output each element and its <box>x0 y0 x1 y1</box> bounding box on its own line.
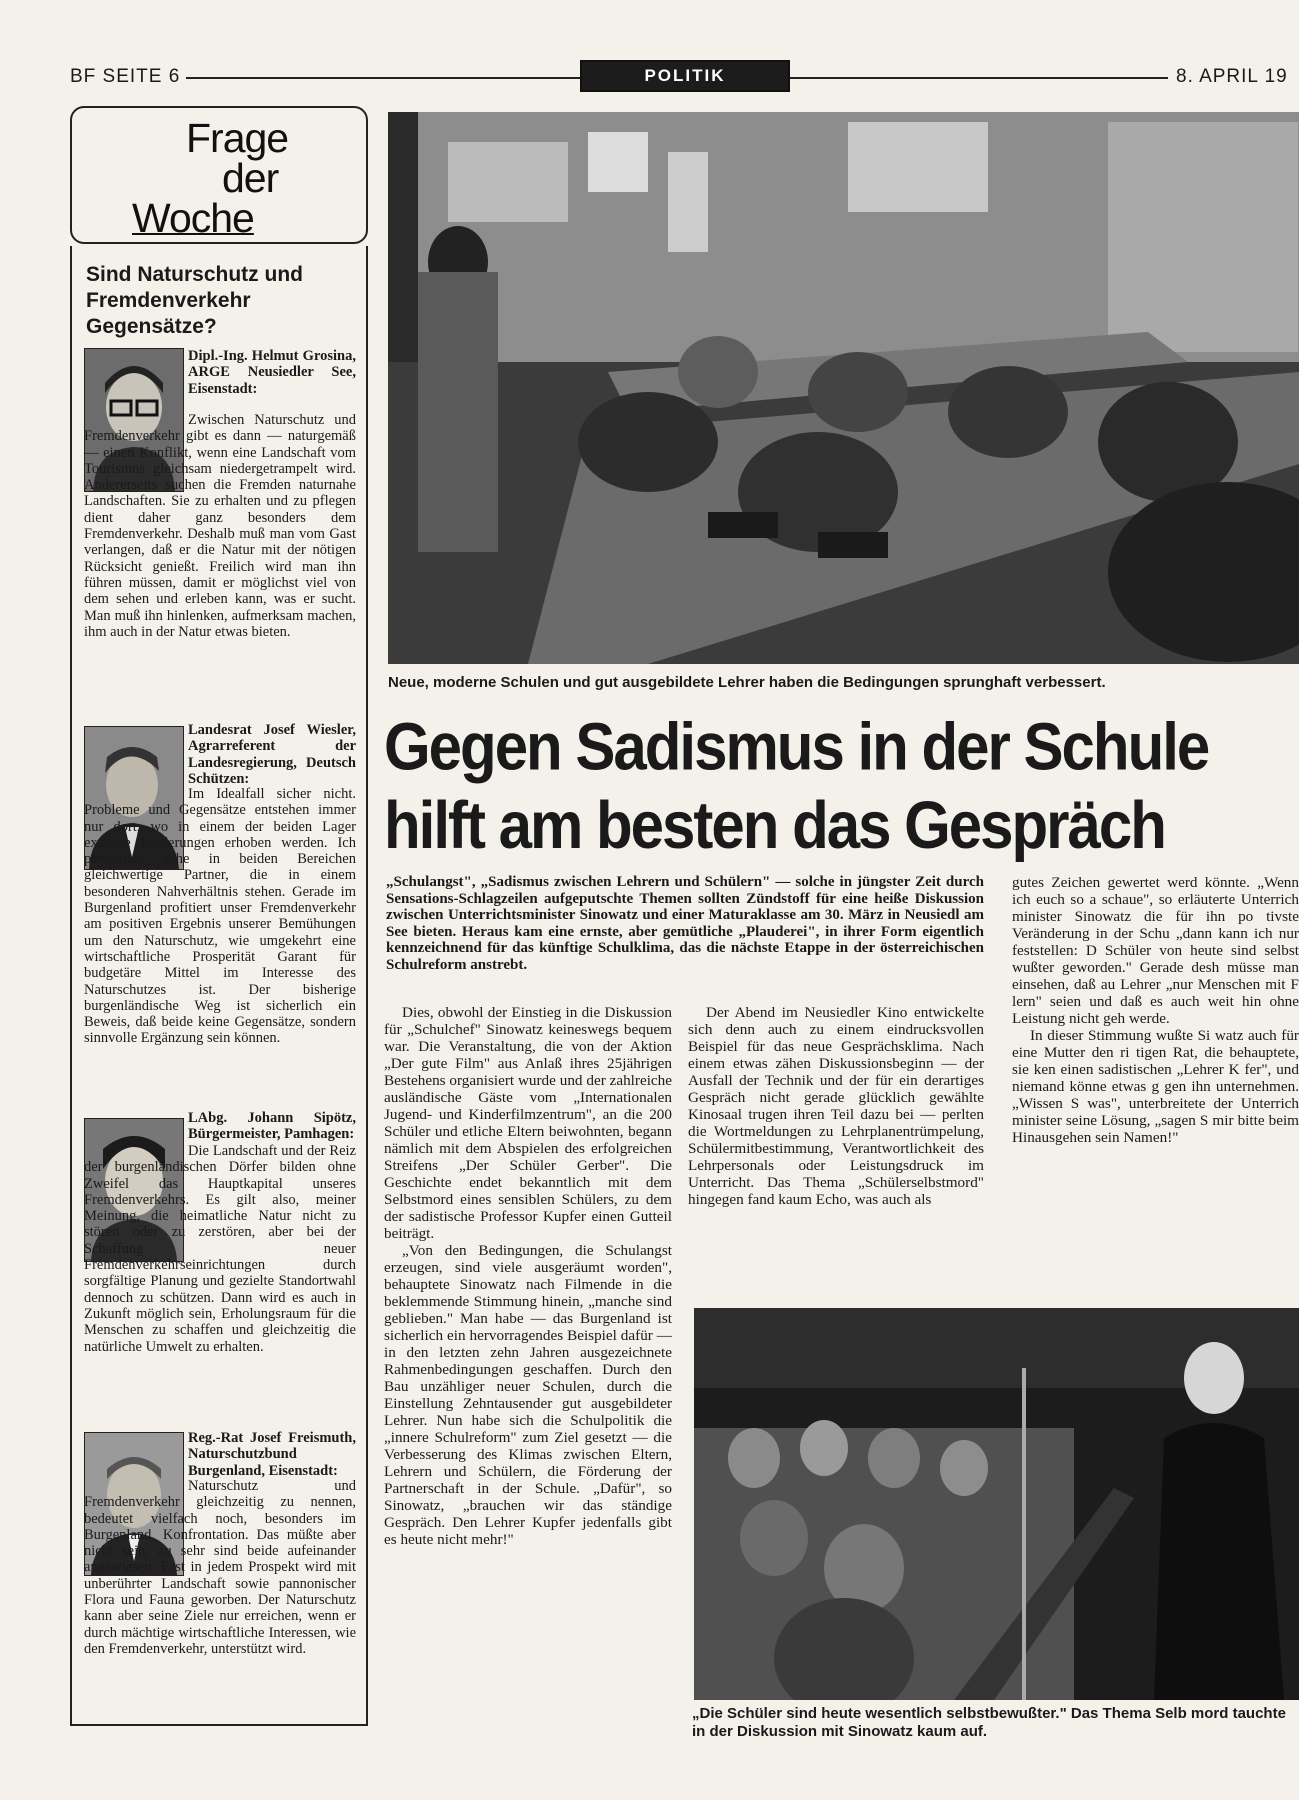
answer-2 <box>188 722 356 787</box>
article-column-3 <box>1012 874 1299 1146</box>
headline-line-2: hilft am besten das Gespräch <box>384 787 1165 863</box>
article-col1-para-2: „Von den Bedingungen, die Schulangst erzeugen, sind viele ausgeräumt worden", behauptete Sinowatz nach Filmende in die beklemmende Stimmung hinein, „manche sind geblieben." Man habe — das Burgenland ist sicherlich ein hervorragendes Beispiel dafür — in den letzten zehn Jahren ausgezeichnete Rahmenbedingungen geschaffen. Durch den Bau unzähliger neuer Schulen, durch die Einstellung Zehntausender gut ausgebildeter Lehrer. Nun habe sich die Schulpolitik die „innere Schulreform" zum Ziel gesetzt — die Verbesserung des Klimas zwischen Eltern, Lehrern und Schülern, die Förderung der Partnerschaft in der Schule. „Dafür", so Sinowatz, „brauchen wir das ständige Gespräch. Den Lehrer Kupfer jedenfalls gibt es heute nicht mehr!" <box>384 1242 672 1548</box>
article-col3-para-1: gutes Zeichen gewertet werd könnte. „Wenn ich euch so a schaue", so erläuterte Unterrich minister Sinowatz die für ihn po tivste Veränderung in der Schu „dann kann ich nur feststellen: D Schüler von heute sind selbst wußter geworden." Gerade desh müsse man einsehen, daß au Lehrer „nur Menschen mit F lern" seien und daß es auch weit hin ohne Leistung nicht geh werde. <box>1012 874 1299 1027</box>
answer-1 <box>188 348 356 397</box>
answer-4 <box>188 1430 356 1479</box>
frage-der-woche-box <box>70 106 368 244</box>
headline-line-1: Gegen Sadismus in der Schule <box>384 709 1209 785</box>
answer-4-name: Reg.-Rat Josef Freismuth, Naturschutzbund Burgenland, Eisenstadt: <box>188 1430 356 1479</box>
answer-3 <box>188 1110 356 1143</box>
headline <box>384 708 1284 865</box>
section-label-box <box>580 60 790 92</box>
cinema-discussion-photo-image <box>694 1308 1299 1700</box>
issue-date: 8. APRIL 19 <box>1176 66 1288 87</box>
answer-2-name: Landesrat Josef Wiesler, Agrarreferent der Landesregierung, Deutsch Schützen: <box>188 722 356 787</box>
answer-1-name: Dipl.-Ing. Helmut Grosina, ARGE Neusiedler See, Eisenstadt: <box>188 348 356 397</box>
answer-3-name: LAbg. Johann Sipötz, Bürgermeister, Pamhagen: <box>188 1110 356 1143</box>
photo2-caption: „Die Schüler sind heute wesentlich selbstbewußter." Das Thema Selb mord tauchte in der Diskussion mit Sinowatz kaum auf. <box>692 1705 1286 1740</box>
header-rule-right <box>790 77 1168 79</box>
frage-line-1: Frage <box>186 115 289 161</box>
article-column-1 <box>384 1004 672 1548</box>
article-column-2 <box>688 1004 984 1208</box>
article-lead: „Schulangst", „Sadismus zwischen Lehrern und Schülern" — solche in jüngster Zeit durch Sensations-Schlagzeilen aufgeputschte Themen sollten Zündstoff für eine heiße Diskussion zwischen Unterrichtsminister Sinowatz und einer Maturaklasse am 30. März in Neusiedl am See bieten. Heraus kam eine ernste, aber gemütliche „Plauderei", in ihrer Form eigentlich kennzeichnend für das künftige Schulklima, das die nächste Etappe in der österreichischen Schulreform anstrebt. <box>386 874 984 973</box>
classroom-photo <box>388 112 1299 664</box>
cinema-discussion-photo <box>694 1308 1299 1700</box>
classroom-photo-image <box>388 112 1299 664</box>
frage-line-2: der <box>222 155 279 201</box>
answer-2-text: Im Idealfall sicher nicht. Probleme und Gegensätze entstehen immer nur dort, wo in einem der beiden Lager extreme Forderungen erhoben werden. Ich persönlich sehe in beiden Bereichen gleichwertige Partner, die in einem besonderen Nahverhältnis stehen. Gerade im Burgenland profitiert unser Fremdenverkehr am positiven Ergebnis unserer Bemühungen um den Naturschutz, wie umgekehrt eine wirtschaftliche Prosperität Garant für budgetäre Mittel im Interesse des Naturschutzes ist. Der bisherige burgenländische Weg ist sicherlich ein Beweis, daß beide keine Gegensätze, sondern sinnvolle Ergänzung sein können. <box>84 786 356 1047</box>
article-col2-para-1: Der Abend im Neusiedler Kino entwickelte sich denn auch zu einem eindrucksvollen Beispiel für das neue Gesprächsklima. Nach einem etwas zähen Diskussionsbeginn — der Ausfall der Technik und der für ein derartiges Gespräch nicht gerade glücklich gewählte Kinosaal trugen ihren Teil dazu bei — perlten die Wortmeldungen zu Lehrplanentrümpelung, Schülermitbestimmung, Verantwortlichkeit des Lehrpersonals oder Leistungsdruck im Unterricht. Das Thema „Schülerselbstmord" hingegen fand kaum Echo, was auch als <box>688 1004 984 1208</box>
answer-4-text: Naturschutz und Fremdenverkehr gleichzeitig zu nennen, bedeutet vielfach noch, besonders im Burgenland, Konfrontation. Das müßte aber nicht sein, zu sehr sind beide aufeinander angewiesen. Fast in jedem Prospekt wird mit unberührter Landschaft sowie pannonischer Flora und Fauna geworben. Der Naturschutz kann aber seine Ziele nur erreichen, wenn er durch mächtige wirtschaftliche Interessen, wie den Fremdenverkehr, unterstützt wird. <box>84 1478 356 1657</box>
answer-1-text: Zwischen Naturschutz und Fremdenverkehr gibt es dann — naturgemäß — einen Konflikt, wenn eine Landschaft vom Tourismus gleichsam niedergetrampelt wird. Andererseits suchen die Fremden naturnahe Landschaften. Sie zu erhalten und zu pflegen dient daher ganz besonders dem Fremdenverkehr. Deshalb muß man vom Gast verlangen, daß er die Natur mit der nötigen Rücksicht genießt. Freilich wird man ihn führen müssen, damit er möglichst viel von dem sehen und erleben kann, was er sucht. Man muß ihn hinlenken, aufmerksam machen, ihm auch in der Natur etwas bieten. <box>84 412 356 640</box>
section-label: POLITIK <box>644 66 726 85</box>
header-rule-left <box>186 77 580 79</box>
answer-3-text: Die Landschaft und der Reiz der burgenländischen Dörfer bilden ohne Zweifel das Hauptkapital unseres Fremdenverkehrs. Es gilt also, meiner Meinung, die heimatliche Natur nicht zu stören oder zu zerstören, aber bei der Schaffung neuer Fremdenverkehrseinrichtungen durch sorgfältige Planung und gezielte Standortwahl dennoch zu schützen. Dann wird es auch in Zukunft möglich sein, Erholungsraum für die Menschen zu schaffen und gleichzeitig die natürliche Umwelt zu erhalten. <box>84 1143 356 1355</box>
photo1-caption: Neue, moderne Schulen und gut ausgebildete Lehrer haben die Bedingungen sprunghaft verbessert. <box>388 674 1106 691</box>
question-title: Sind Naturschutz und Fremdenverkehr Gegensätze? <box>86 263 303 338</box>
article-col3-para-2: In dieser Stimmung wußte Si watz auch für eine Mutter den ri tigen Rat, die behauptete, sie ken einen sadistischen „Lehrer K fer", und niemand könne etwas g gen ihn unternehmen. „Wissen S was", unterbreitete der Unterrich minister seine Lösung, „sagen S mir bitte beim Hinausgehen sein Namen!" <box>1012 1027 1299 1146</box>
article-col1-para-1: Dies, obwohl der Einstieg in die Diskussion für „Schulchef" Sinowatz keineswegs bequem war. Die Veranstaltung, die von der Aktion „Der gute Film" aus Anlaß ihres 25jährigen Bestehens organisiert wurde und der zahlreiche ausländische Gäste vom „Internationalen Jugend- und Kinderfilmzentrum", an die 200 Schüler und etliche Eltern beiwohnten, begann nämlich mit dem Abspielen des erfolgreichen Streifens „Der Schüler Gerber". Die Geschichte endet bekanntlich mit dem Selbstmord eines sensiblen Schülers, zu dem der sadistische Professor Kupfer einen Gutteil beiträgt. <box>384 1004 672 1242</box>
page-number: BF SEITE 6 <box>70 66 181 87</box>
frage-line-3: Woche <box>132 195 254 241</box>
